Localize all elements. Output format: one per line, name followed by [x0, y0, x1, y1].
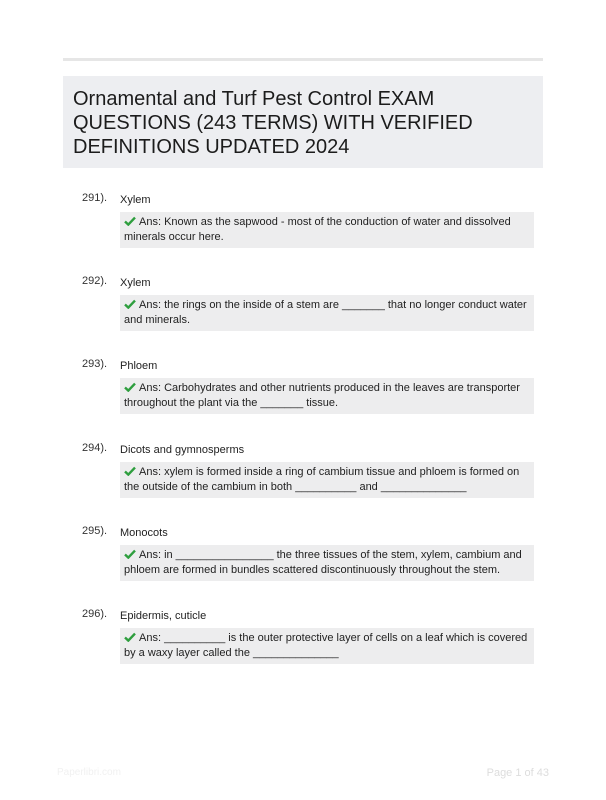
page-number: Page 1 of 43	[486, 767, 549, 779]
question-term: Xylem	[120, 194, 151, 206]
answer-text: Ans: in ________________ the three tissues of the stem, xylem, cambium and phloem are formed in bundles scattered discontinuously throughout the stem.	[124, 549, 522, 576]
answer-text: Ans: Carbohydrates and other nutrients produced in the leaves are transporter throughout the plant via the _______ tissue.	[124, 382, 520, 409]
answer-box	[120, 295, 534, 331]
page-title: Ornamental and Turf Pest Control EXAM QUESTIONS (243 TERMS) WITH VERIFIED DEFINITIONS UPDATED 2024	[73, 88, 473, 158]
question-term: Epidermis, cuticle	[120, 610, 207, 622]
answer-box	[120, 628, 534, 664]
question-term: Monocots	[120, 527, 168, 539]
question-number: 293).	[82, 358, 108, 370]
check-icon	[124, 299, 136, 309]
check-icon	[124, 549, 136, 559]
question-term: Xylem	[120, 277, 151, 289]
answer-box	[120, 212, 534, 248]
question-number: 292).	[82, 275, 108, 287]
check-icon	[124, 216, 136, 226]
question-number: 291).	[82, 192, 108, 204]
check-icon	[124, 466, 136, 476]
watermark-text: Paperlibri.com	[57, 767, 121, 778]
check-icon	[124, 382, 136, 392]
answer-box	[120, 378, 534, 414]
answer-box	[120, 545, 534, 581]
question-term: Phloem	[120, 360, 158, 372]
title-banner	[63, 76, 543, 168]
check-icon	[124, 632, 136, 642]
answer-text: Ans: Known as the sapwood - most of the conduction of water and dissolved minerals occur here.	[124, 216, 511, 243]
question-term: Dicots and gymnosperms	[120, 444, 245, 456]
answer-text: Ans: xylem is formed inside a ring of cambium tissue and phloem is formed on the outside of the cambium in both __________ and ______________	[124, 466, 520, 493]
answer-text: Ans: __________ is the outer protective layer of cells on a leaf which is covered by a waxy layer called the ______________	[124, 632, 528, 659]
question-number: 296).	[82, 608, 108, 620]
top-rule	[63, 58, 543, 61]
answer-box	[120, 462, 534, 498]
question-number: 294).	[82, 442, 108, 454]
question-number: 295).	[82, 525, 108, 537]
answer-text: Ans: the rings on the inside of a stem are _______ that no longer conduct water and minerals.	[124, 299, 527, 326]
